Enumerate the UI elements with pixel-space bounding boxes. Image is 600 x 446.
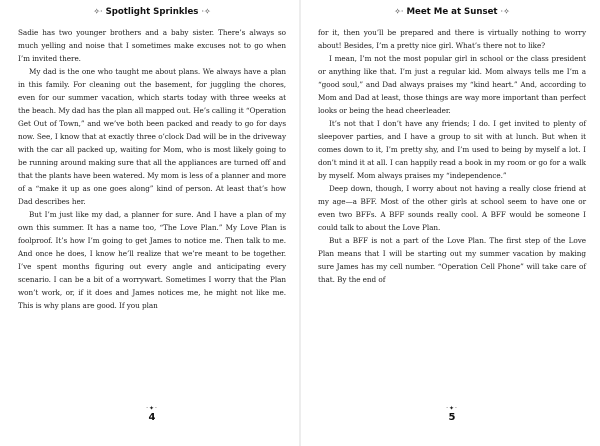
page-number-right bbox=[318, 406, 586, 423]
running-header-left bbox=[18, 7, 286, 17]
page-number: 4 bbox=[148, 412, 156, 423]
sparkle-icon: ·✧ bbox=[201, 7, 211, 16]
header-title: Meet Me at Sunset bbox=[406, 7, 498, 17]
paragraph: My dad is the one who taught me about plans. We always have a plan in this family. For cleaning out the basement, for juggling the chores, even for our summer vacation, which starts today with three weeks at the beach. My dad has the plan all mapped out. He’s calling it “Operation Get Out of Town,” and we’ve both been packed and ready to go for days now. See, I know that at exactly three o’clock Dad will be in the driveway with the car all packed up, waiting for Mom, who is most likely going to be running around making sure that all the appliances are turned off and that the plants have been watered. My mom is less of a planner and more of a “make it up as one goes along” kind of person. At least that’s how Dad describes her. bbox=[18, 67, 286, 206]
right-page-body bbox=[318, 26, 586, 286]
left-page bbox=[18, 0, 286, 446]
paragraph: It’s not that I don’t have any friends; I do. I get invited to plenty of sleepover parties, and I have a group to sit with at lunch. But when it comes down to it, I’m pretty shy, and I’m used to being by myself a lot. I don’t mind it at all. I can happily read a book in my room or go for a walk by myself. Mom always praises my “independence.” bbox=[318, 119, 586, 180]
sparkle-icon: ·✧ bbox=[500, 7, 510, 16]
sparkle-icon: ✧· bbox=[394, 7, 404, 16]
paragraph: Deep down, though, I worry about not having a really close friend at my age—a BFF. Most of the other girls at school seem to have one or even two BFFs. A BFF sounds really cool. A BFF would be someone I could talk to about the Love Plan. bbox=[318, 184, 586, 232]
running-header-right bbox=[318, 7, 586, 17]
sparkle-icon: ·✦· bbox=[146, 405, 158, 412]
paragraph: for it, then you’ll be prepared and there is virtually nothing to worry about! Besides, I’m a pretty nice girl. What’s there not to like? bbox=[318, 28, 586, 50]
page-number: 5 bbox=[448, 412, 456, 423]
paragraph: But a BFF is not a part of the Love Plan. The first step of the Love Plan means that I will be starting out my summer vacation by making sure James has my cell number. “Operation Cell Phone” will take care of that. By the end of bbox=[318, 236, 586, 284]
paragraph: But I’m just like my dad, a planner for sure. And I have a plan of my own this summer. It has a name too, “The Love Plan.” My Love Plan is foolproof. It’s how I’m going to get James to notice me. Then talk to me. And once he does, I know he’ll realize that we’re meant to be together. I’ve spent months figuring out every angle and anticipating every scenario. I can be a bit of a worrywart. Sometimes I worry that the Plan won’t work, or, if it does and James notices me, he might not like me. This is why plans are good. If you plan bbox=[18, 210, 286, 310]
book-gutter bbox=[299, 0, 301, 446]
paragraph: Sadie has two younger brothers and a baby sister. There’s always so much yelling and noise that I sometimes make excuses not to go when I’m invited there. bbox=[18, 28, 286, 63]
left-page-body bbox=[18, 26, 286, 312]
sparkle-icon: ·✦· bbox=[446, 405, 458, 412]
page-number-left bbox=[18, 406, 286, 423]
paragraph: I mean, I’m not the most popular girl in school or the class president or anything like that. I’m just a regular kid. Mom always tells me I’m a “good soul,” and Dad always praises my “kind heart.” And, according to Mom and Dad at least, those things are way more important than perfect looks or being the head cheerleader. bbox=[318, 54, 586, 115]
header-title: Spotlight Sprinkles bbox=[105, 7, 199, 17]
right-page bbox=[318, 0, 586, 446]
sparkle-icon: ✧· bbox=[93, 7, 103, 16]
